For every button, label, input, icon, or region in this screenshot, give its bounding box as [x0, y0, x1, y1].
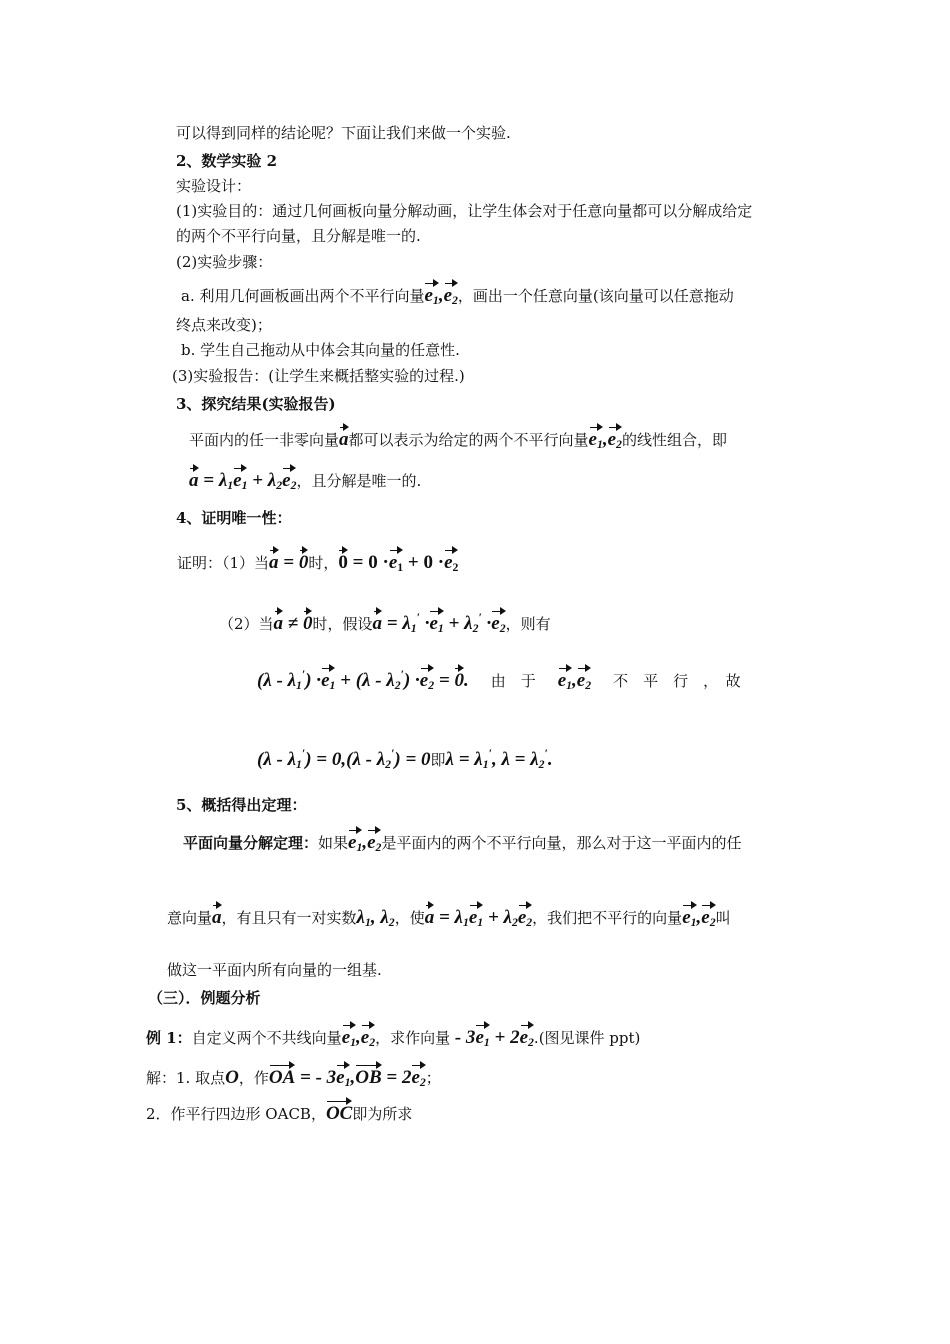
math: $0 = 0 \cdot e_1 + 0 \cdot e_2$	[338, 552, 458, 573]
text: 都可以表示为给定的两个不平行向量	[348, 431, 589, 449]
text: ，有且只有一对实数	[221, 909, 357, 927]
math: a	[212, 907, 222, 928]
text: ，我们把不平行的向量	[532, 909, 683, 927]
text: 即为所求	[352, 1105, 413, 1123]
section-heading: 4、证明唯一性：	[176, 509, 292, 527]
text: ，求作向量	[375, 1029, 451, 1047]
example-label: 例 1：	[146, 1029, 192, 1047]
text: （2）当	[219, 615, 274, 634]
theorem-label: 平面向量分解定理：	[183, 834, 319, 852]
section-heading: 5、概括得出定理：	[176, 796, 307, 814]
text: 不 平 行 ， 故	[613, 672, 741, 691]
text-line: (2)实验步骤：	[176, 253, 273, 271]
text: 2．作平行四边形 OACB，	[146, 1105, 326, 1123]
section-heading: 2、数学实验 2	[176, 152, 278, 170]
math: $\lambda_1$, $\lambda_2$	[356, 907, 395, 929]
text-line: (3)实验报告：(让学生来概括整实验的过程.)	[172, 367, 465, 385]
text-line	[167, 904, 731, 933]
math: a	[339, 429, 349, 450]
math: $e_1,e_2$	[424, 285, 457, 306]
math: $a = \lambda_1' \cdot e_1 + \lambda_2' \cdot e_2$	[373, 613, 506, 634]
math: $e_1,e_2$	[348, 832, 381, 853]
text: 如果	[318, 834, 349, 852]
math: OA = - $3e_1,OB = 2e_2$	[269, 1067, 426, 1088]
text-line	[189, 426, 727, 455]
text: ，则有	[505, 615, 551, 634]
text: 自定义两个不共线向量	[191, 1029, 342, 1047]
text-line	[177, 549, 458, 578]
math: a ≠ 0	[274, 613, 313, 634]
text-line	[146, 1100, 412, 1124]
text: 叫	[715, 909, 731, 927]
text: .(图见课件 ppt)	[533, 1029, 641, 1047]
text-line	[183, 829, 741, 858]
math: $(\lambda - \lambda_1') \cdot e_1 + (\lambda - \lambda_2') \cdot e_2 = 0$.	[257, 670, 469, 691]
text-line: 的两个不平行向量，且分解是唯一的.	[176, 227, 421, 245]
text: 证明：（1）当	[177, 554, 270, 572]
text-line	[257, 744, 553, 775]
math: $e_1,e_2$	[558, 670, 591, 691]
text: 时，假设	[312, 615, 373, 634]
text-line: b. 学生自己拖动从中体会其向量的任意性.	[181, 341, 460, 359]
math: - $3e_1 + 2e_2$	[450, 1027, 534, 1048]
text: ，作	[238, 1069, 269, 1087]
section-heading: （三）．例题分析	[148, 989, 261, 1007]
text-line: (1)实验目的：通过几何画板向量分解动画，让学生体会对于任意向量都可以分解成给定	[176, 202, 753, 220]
text-line	[219, 608, 551, 639]
math: $e_1,e_2$	[682, 907, 715, 928]
text: 由 于	[490, 672, 536, 691]
math: $a = \lambda_1e_1 + \lambda_2e_2$	[189, 470, 296, 491]
text-line	[189, 467, 421, 496]
math: $\lambda = \lambda_1'$, $\lambda = \lambda_2'$.	[445, 747, 553, 772]
text: 时，	[308, 554, 339, 572]
text: 解：1. 取点	[146, 1069, 226, 1087]
text: 的线性组合，即	[621, 431, 727, 449]
text-line: 终点来改变)；	[176, 316, 272, 334]
text: ，画出一个任意向量(该向量可以任意拖动	[457, 287, 734, 305]
text: 平面内的任一非零向量	[189, 431, 340, 449]
math: $e_1,e_2$	[342, 1027, 375, 1048]
math: $a = \lambda_1e_1 + \lambda_2e_2$	[425, 907, 532, 928]
section-heading: 3、探究结果(实验报告)	[176, 395, 336, 413]
math: a = 0	[269, 552, 308, 573]
text: 是平面内的两个不平行向量，那么对于这一平面内的任	[381, 834, 742, 852]
text-line: 实验设计：	[176, 177, 252, 195]
text-line: 做这一平面内所有向量的一组基.	[167, 961, 382, 979]
text-line: 可以得到同样的结论呢？下面让我们来做一个实验.	[176, 124, 511, 142]
text: ；	[425, 1069, 441, 1087]
text-line	[181, 282, 734, 311]
text: 意向量	[167, 909, 213, 927]
text: ，且分解是唯一的.	[296, 472, 422, 490]
math: $e_1,e_2$	[589, 429, 622, 450]
text: a. 利用几何画板画出两个不平行向量	[181, 287, 425, 305]
text-line	[257, 665, 741, 696]
math: OC	[326, 1103, 352, 1124]
text: 即	[430, 751, 446, 770]
text: ，使	[394, 909, 425, 927]
text-line	[146, 1064, 441, 1093]
math: $(\lambda - \lambda_1') = 0,(\lambda - \lambda_2') = 0$	[257, 747, 431, 772]
text-line	[146, 1024, 640, 1053]
math: O	[225, 1067, 239, 1088]
